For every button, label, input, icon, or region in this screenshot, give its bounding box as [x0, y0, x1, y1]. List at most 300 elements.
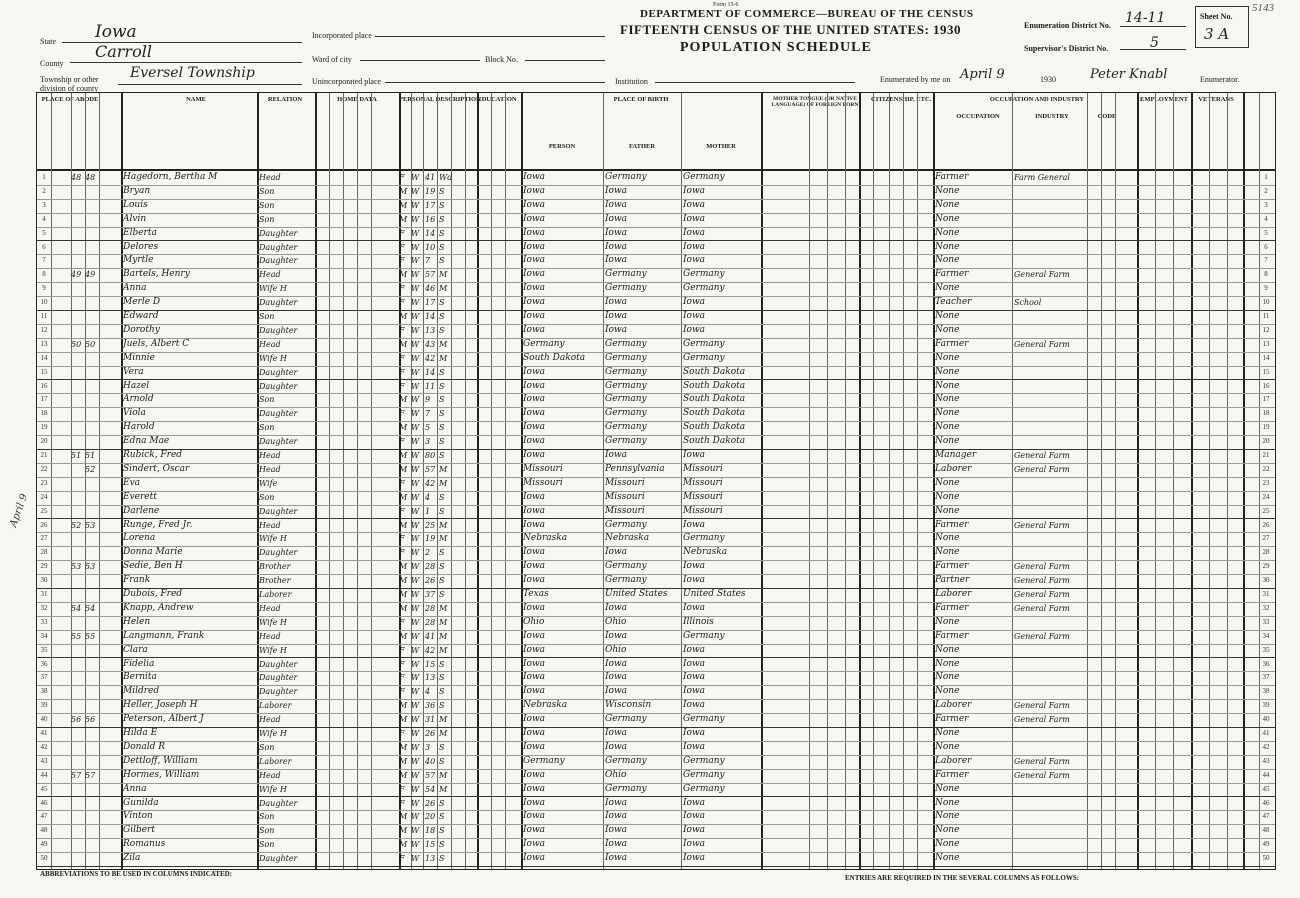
- relation: Son: [259, 186, 275, 196]
- table-row: [37, 644, 1275, 657]
- row-number: 47: [40, 812, 48, 821]
- birthplace-father: Iowa: [605, 658, 628, 669]
- row-number-right: 43: [1262, 756, 1270, 765]
- row-number-right: 30: [1262, 576, 1270, 585]
- ward-label: Ward of city: [312, 55, 352, 64]
- birthplace-mother: Iowa: [683, 241, 706, 252]
- occupation: None: [935, 199, 960, 210]
- person-name: Gunilda: [123, 797, 159, 808]
- row-number: 38: [40, 687, 48, 696]
- race: W: [411, 298, 420, 308]
- birthplace-father: Iowa: [605, 672, 628, 683]
- sex: M: [399, 631, 408, 641]
- relation: Son: [259, 312, 275, 321]
- row-number: 4: [42, 214, 46, 223]
- relation: Laborer: [259, 590, 292, 599]
- relation: Daughter: [259, 409, 298, 419]
- person-name: Anna: [123, 783, 147, 794]
- marital-status: S: [439, 756, 445, 766]
- row-number: 26: [40, 520, 48, 529]
- occupation: None: [935, 255, 960, 266]
- sex: F: [399, 284, 405, 294]
- table-row: [37, 588, 1275, 601]
- row-number: 2: [42, 186, 46, 195]
- row-number-right: 44: [1262, 770, 1270, 779]
- birthplace-mother: Iowa: [683, 324, 706, 335]
- row-number-right: 6: [1264, 242, 1268, 251]
- occupation: Manager: [935, 450, 977, 460]
- birthplace-mother: Germany: [683, 352, 725, 363]
- race: W: [411, 353, 420, 363]
- marital-status: S: [439, 701, 445, 711]
- enumerated-year: 1930: [1040, 75, 1056, 84]
- birthplace-mother: Iowa: [683, 255, 706, 266]
- table-row: [37, 185, 1275, 198]
- row-number: 50: [40, 854, 48, 863]
- birthplace-mother: Iowa: [683, 700, 706, 711]
- marital-status: M: [439, 353, 448, 363]
- birthplace-person: Iowa: [523, 853, 546, 864]
- age: 7: [425, 256, 431, 266]
- row-number: 9: [42, 284, 46, 293]
- person-name: Merle D: [123, 297, 161, 308]
- occupation: Farmer: [935, 602, 969, 613]
- marital-status: S: [439, 381, 445, 391]
- marital-status: M: [439, 478, 448, 488]
- birthplace-mother: Germany: [683, 269, 725, 280]
- group-employment: EMPLOYMENT: [1139, 96, 1189, 103]
- relation: Head: [259, 715, 281, 725]
- occupation: Laborer: [935, 463, 972, 474]
- sex: F: [399, 381, 405, 391]
- row-number: 49: [40, 840, 48, 849]
- birthplace-person: Iowa: [523, 422, 546, 433]
- relation: Son: [259, 826, 275, 836]
- birthplace-mother: Iowa: [683, 199, 706, 210]
- birthplace-mother: Missouri: [683, 505, 723, 516]
- occupation: None: [935, 797, 960, 808]
- birthplace-mother: South Dakota: [683, 380, 746, 391]
- relation: Wife H: [259, 645, 287, 655]
- sex: F: [399, 506, 405, 516]
- row-number: 19: [40, 423, 48, 432]
- row-number-right: 32: [1262, 603, 1270, 612]
- birthplace-person: Iowa: [523, 686, 546, 697]
- birthplace-mother: Iowa: [683, 213, 706, 224]
- row-number-right: 18: [1262, 409, 1270, 418]
- sex: M: [399, 186, 408, 196]
- row-number-right: 46: [1262, 798, 1270, 807]
- race: W: [411, 367, 420, 377]
- table-row: [37, 838, 1275, 851]
- birthplace-person: Iowa: [523, 394, 546, 405]
- occupation: None: [935, 783, 960, 794]
- row-number: 12: [40, 325, 48, 334]
- marital-status: S: [439, 451, 445, 460]
- state-value: Iowa: [95, 22, 137, 42]
- person-name: Dorothy: [123, 324, 160, 335]
- person-name: Hilda E: [123, 728, 158, 738]
- relation: Head: [259, 270, 281, 280]
- code-header: CODE: [1097, 113, 1117, 120]
- row-number-right: 19: [1262, 423, 1270, 432]
- enum-district-value: 14-11: [1125, 10, 1166, 26]
- race: W: [411, 548, 420, 558]
- sex: M: [399, 312, 408, 321]
- person-name: Mildred: [123, 686, 160, 697]
- table-row: [37, 824, 1275, 837]
- age: 19: [425, 534, 436, 544]
- row-number-right: 33: [1262, 617, 1270, 626]
- race: W: [411, 270, 420, 280]
- table-row: [37, 727, 1275, 740]
- birthplace-mother: Germany: [683, 172, 725, 182]
- birthplace-person: Iowa: [523, 839, 546, 850]
- sex: F: [399, 617, 405, 627]
- sex: M: [399, 464, 408, 474]
- marital-status: S: [439, 590, 445, 599]
- occupation: None: [935, 227, 960, 238]
- sex: F: [399, 298, 405, 308]
- county-value: Carroll: [95, 42, 152, 61]
- entries-note: ENTRIES ARE REQUIRED IN THE SEVERAL COLUMNS AS FOLLOWS:: [845, 874, 1080, 882]
- sex: M: [399, 200, 408, 210]
- birthplace-person: Iowa: [523, 324, 546, 335]
- birth-mother-header: MOTHER: [706, 143, 736, 150]
- person-name: Vera: [123, 366, 144, 377]
- dwelling-number: 55: [71, 631, 82, 641]
- sex: M: [399, 270, 408, 280]
- birthplace-person: Iowa: [523, 547, 546, 558]
- occupation: None: [935, 436, 960, 447]
- marital-status: S: [439, 576, 445, 586]
- age: 3: [425, 437, 431, 447]
- age: 7: [425, 409, 431, 419]
- table-row: [37, 532, 1275, 545]
- row-number-right: 34: [1262, 631, 1270, 640]
- row-number-right: 7: [1264, 256, 1268, 265]
- age: 17: [425, 200, 436, 210]
- row-number-right: 38: [1262, 687, 1270, 696]
- row-number-right: 36: [1262, 659, 1270, 668]
- race: W: [411, 784, 420, 794]
- age: 14: [425, 228, 436, 238]
- birthplace-person: Iowa: [523, 505, 546, 516]
- person-name: Anna: [123, 283, 147, 294]
- relation: Wife H: [259, 729, 287, 738]
- sex: F: [399, 729, 405, 738]
- occupation: None: [935, 658, 960, 669]
- sex: M: [399, 423, 408, 433]
- race: W: [411, 687, 420, 697]
- row-number-right: 29: [1262, 562, 1270, 571]
- occupation: None: [935, 741, 960, 752]
- occupation: None: [935, 283, 960, 294]
- occupation: Farmer: [935, 172, 969, 182]
- relation: Daughter: [259, 381, 298, 391]
- marital-status: M: [439, 715, 448, 725]
- birthplace-father: Iowa: [605, 227, 628, 238]
- race: W: [411, 395, 420, 405]
- marital-status: S: [439, 200, 445, 210]
- row-number-right: 9: [1264, 284, 1268, 293]
- person-name: Zila: [123, 853, 141, 864]
- row-number-right: 11: [1262, 312, 1270, 320]
- person-name: Donna Marie: [123, 547, 183, 558]
- race: W: [411, 381, 420, 391]
- birthplace-father: Iowa: [605, 199, 628, 210]
- row-number: 45: [40, 784, 48, 793]
- industry: General Farm: [1014, 590, 1070, 599]
- table-row: [37, 810, 1275, 823]
- person-name: Gilbert: [123, 825, 155, 836]
- birthplace-person: Iowa: [523, 172, 546, 182]
- sex: M: [399, 756, 408, 766]
- industry: General Farm: [1014, 756, 1070, 766]
- marital-status: M: [439, 631, 448, 641]
- birthplace-person: Iowa: [523, 436, 546, 447]
- table-row: [37, 671, 1275, 684]
- relation: Daughter: [259, 548, 298, 558]
- race: W: [411, 659, 420, 669]
- occupation: None: [935, 213, 960, 224]
- age: 15: [425, 840, 436, 850]
- table-row: [37, 783, 1275, 796]
- marital-status: M: [439, 534, 448, 544]
- table-row: [37, 310, 1275, 323]
- marital-status: S: [439, 812, 445, 822]
- age: 14: [425, 312, 436, 321]
- person-name: Peterson, Albert J: [123, 714, 204, 725]
- occupation: None: [935, 616, 960, 627]
- race: W: [411, 242, 420, 252]
- birth-father-header: FATHER: [628, 143, 656, 150]
- occupation: None: [935, 241, 960, 252]
- birthplace-father: Germany: [605, 755, 647, 766]
- birthplace-person: Iowa: [523, 561, 546, 572]
- family-number: 52: [85, 464, 96, 474]
- birthplace-father: Germany: [605, 519, 647, 530]
- sex: F: [399, 256, 405, 266]
- birthplace-mother: Germany: [683, 283, 725, 294]
- age: 5: [425, 423, 431, 433]
- marital-status: M: [439, 603, 448, 613]
- industry: General Farm: [1014, 715, 1070, 725]
- row-number-right: 26: [1262, 520, 1270, 529]
- occupation: None: [935, 839, 960, 850]
- person-name: Bryan: [123, 185, 151, 196]
- birthplace-father: Iowa: [605, 213, 628, 224]
- race: W: [411, 729, 420, 738]
- table-row: [37, 685, 1275, 698]
- row-number-right: 35: [1262, 645, 1270, 654]
- sex: F: [399, 409, 405, 419]
- sex: M: [399, 826, 408, 836]
- person-name: Viola: [123, 408, 146, 419]
- birthplace-father: Ohio: [605, 769, 627, 780]
- table-row: [37, 769, 1275, 782]
- birthplace-mother: Germany: [683, 783, 725, 794]
- birthplace-person: Missouri: [523, 463, 563, 474]
- birthplace-father: Germany: [605, 436, 647, 447]
- sex: F: [399, 645, 405, 655]
- industry: General Farm: [1014, 451, 1070, 460]
- table-row: [37, 519, 1275, 532]
- row-number: 37: [40, 673, 48, 682]
- birthplace-person: Germany: [523, 338, 565, 349]
- row-number-right: 37: [1262, 673, 1270, 682]
- birthplace-mother: Missouri: [683, 477, 723, 488]
- birthplace-father: Iowa: [605, 825, 628, 836]
- marital-status: S: [439, 798, 445, 808]
- marital-status: M: [439, 520, 448, 530]
- birthplace-person: Texas: [523, 589, 549, 599]
- marital-status: S: [439, 256, 445, 266]
- marital-status: M: [439, 339, 448, 349]
- institution-label: Institution: [615, 77, 648, 86]
- row-number: 20: [40, 437, 48, 446]
- row-number: 29: [40, 562, 48, 571]
- relation: Head: [259, 173, 281, 182]
- occupation: None: [935, 825, 960, 836]
- birthplace-father: Germany: [605, 352, 647, 363]
- relation: Daughter: [259, 437, 298, 447]
- person-name: Clara: [123, 644, 148, 655]
- marital-status: S: [439, 298, 445, 308]
- birthplace-person: Germany: [523, 755, 565, 766]
- sex: F: [399, 353, 405, 363]
- race: W: [411, 256, 420, 266]
- race: W: [411, 534, 420, 544]
- table-row: [37, 449, 1275, 462]
- table-row: [37, 380, 1275, 393]
- birthplace-father: Germany: [605, 172, 647, 182]
- person-name: Louis: [123, 199, 148, 210]
- birthplace-father: Germany: [605, 380, 647, 391]
- race: W: [411, 409, 420, 419]
- birthplace-father: Missouri: [605, 505, 645, 516]
- age: 1: [425, 506, 431, 516]
- row-number-right: 45: [1262, 784, 1270, 793]
- race: W: [411, 840, 420, 850]
- occupation: None: [935, 547, 960, 558]
- relation: Head: [259, 603, 281, 613]
- age: 13: [425, 854, 436, 864]
- marital-status: S: [439, 242, 445, 252]
- marital-status: M: [439, 645, 448, 655]
- age: 57: [425, 270, 436, 280]
- row-number-right: 14: [1262, 353, 1270, 362]
- industry: General Farm: [1014, 562, 1070, 572]
- table-row: [37, 505, 1275, 518]
- family-number: 55: [85, 631, 96, 641]
- group-relation: RELATION: [267, 96, 303, 103]
- age: 37: [425, 590, 436, 599]
- relation: Laborer: [259, 701, 292, 711]
- age: 26: [425, 729, 436, 738]
- occupation: None: [935, 311, 960, 321]
- township-value: Eversel Township: [130, 65, 255, 81]
- birthplace-person: Iowa: [523, 241, 546, 252]
- industry: Farm General: [1014, 173, 1070, 182]
- marital-status: S: [439, 742, 445, 752]
- table-row: [37, 546, 1275, 559]
- relation: Son: [259, 492, 275, 502]
- person-name: Romanus: [123, 839, 166, 850]
- birthplace-mother: Germany: [683, 769, 725, 780]
- row-number-right: 5: [1264, 228, 1268, 237]
- relation: Head: [259, 451, 281, 460]
- industry: General Farm: [1014, 520, 1070, 530]
- county-label: County: [40, 59, 64, 68]
- industry: General Farm: [1014, 631, 1070, 641]
- birthplace-father: Iowa: [605, 324, 628, 335]
- race: W: [411, 590, 420, 599]
- occupation: Farmer: [935, 630, 969, 641]
- occupation: Teacher: [935, 297, 972, 308]
- table-row: [37, 797, 1275, 810]
- race: W: [411, 562, 420, 572]
- row-number-right: 16: [1262, 381, 1270, 390]
- person-name: Frank: [123, 575, 151, 586]
- birthplace-mother: Iowa: [683, 185, 706, 196]
- birthplace-mother: Iowa: [683, 575, 706, 586]
- marital-status: S: [439, 409, 445, 419]
- marital-status: S: [439, 214, 445, 224]
- row-number: 10: [40, 298, 48, 307]
- birthplace-person: Iowa: [523, 491, 546, 502]
- race: W: [411, 673, 420, 683]
- age: 41: [425, 173, 436, 182]
- birthplace-mother: Germany: [683, 755, 725, 766]
- age: 41: [425, 631, 436, 641]
- race: W: [411, 437, 420, 447]
- relation: Son: [259, 812, 275, 822]
- birthplace-person: Iowa: [523, 728, 546, 738]
- marital-status: S: [439, 437, 445, 447]
- marital-status: S: [439, 687, 445, 697]
- person-name: Everett: [123, 491, 157, 502]
- birthplace-person: Iowa: [523, 714, 546, 725]
- occupation-header: OCCUPATION: [956, 113, 1000, 120]
- age: 20: [425, 812, 436, 822]
- birthplace-mother: Germany: [683, 630, 725, 641]
- birthplace-person: Iowa: [523, 297, 546, 308]
- industry: School: [1014, 298, 1042, 308]
- sex: F: [399, 325, 405, 335]
- sex: M: [399, 770, 408, 780]
- row-number: 13: [40, 339, 48, 348]
- birthplace-father: Iowa: [605, 797, 628, 808]
- birthplace-person: Iowa: [523, 519, 546, 530]
- relation: Head: [259, 339, 281, 349]
- race: W: [411, 464, 420, 474]
- race: W: [411, 631, 420, 641]
- marital-status: Wd: [439, 173, 453, 182]
- row-number-right: 50: [1262, 854, 1270, 863]
- age: 9: [425, 395, 431, 405]
- relation: Son: [259, 840, 275, 850]
- person-name: Darlene: [123, 505, 160, 516]
- occupation: None: [935, 728, 960, 738]
- birthplace-mother: Iowa: [683, 839, 706, 850]
- person-name: Hormes, William: [123, 769, 200, 780]
- table-row: [37, 463, 1275, 476]
- race: W: [411, 812, 420, 822]
- person-name: Bernita: [123, 672, 157, 683]
- table-row: [37, 199, 1275, 212]
- row-number-right: 22: [1262, 464, 1270, 473]
